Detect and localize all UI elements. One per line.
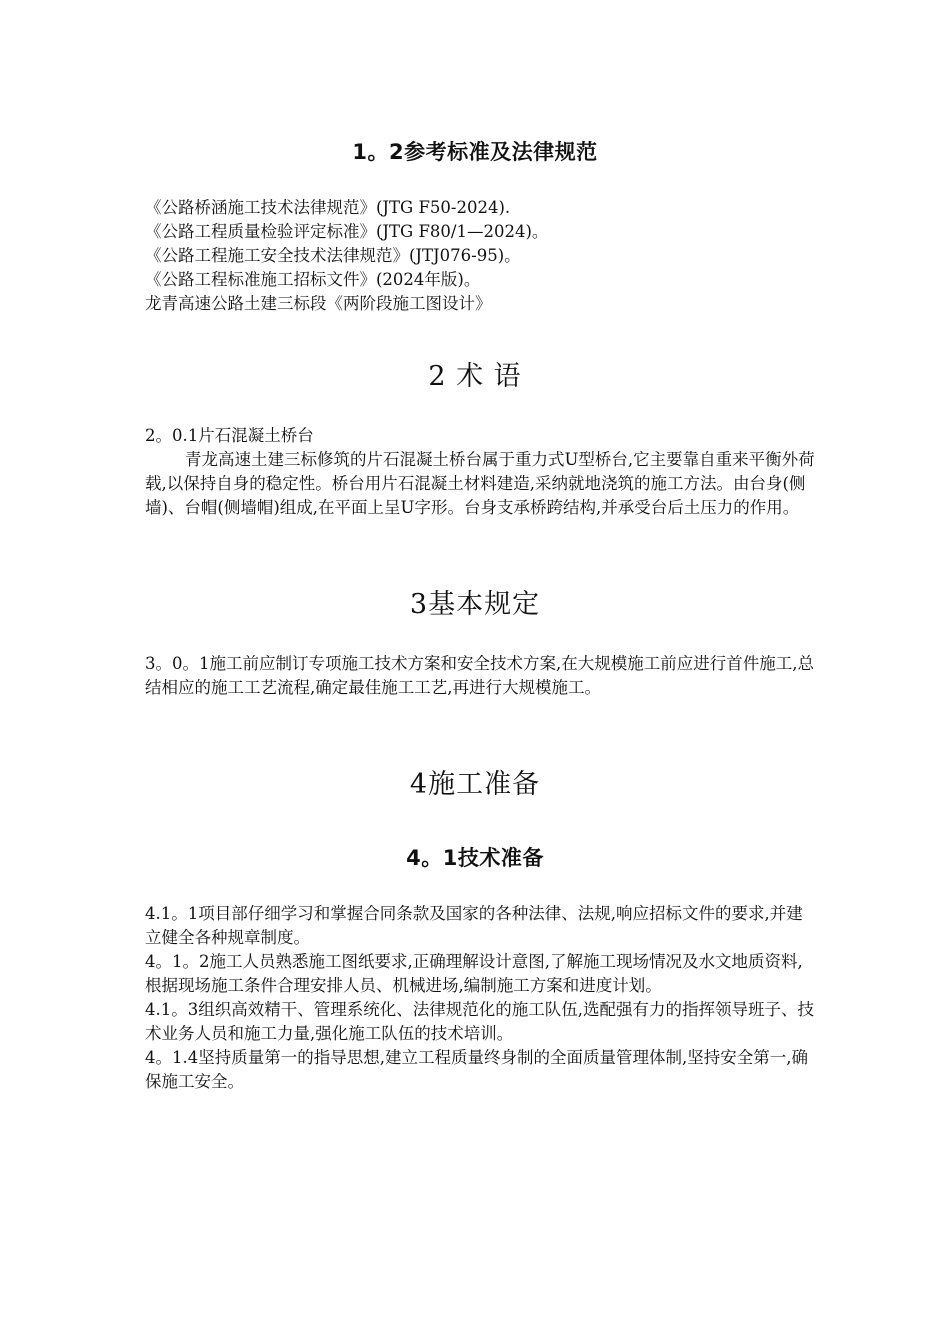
preparation-item: 4.1。3组织高效精干、管理系统化、法律规范化的施工队伍,选配强有力的指挥领导班子、技术业务人员和施工力量,强化施工队伍的技术培训。: [145, 1000, 814, 1043]
section-4-1-body: [145, 902, 815, 1094]
preparation-item: 4.1。1项目部仔细学习和掌握合同条款及国家的各种法律、法规,响应招标文件的要求,并建立健全各种规章制度。: [145, 904, 803, 947]
reference-item: 《公路工程质量检验评定标准》(JTG F80/1—2024)。: [145, 222, 549, 241]
term-title: 2。0.1片石混凝土桥台: [145, 426, 314, 445]
section-2-body: [145, 424, 815, 520]
reference-item: 《公路工程施工安全技术法律规范》(JTJ076-95)。: [145, 246, 521, 265]
term-description: 青龙高速土建三标修筑的片石混凝土桥台属于重力式U型桥台,它主要靠自重来平衡外荷载,以保持自身的稳定性。桥台用片石混凝土材料建造,采纳就地浇筑的施工方法。由台身(侧墙)、台帽(侧墙帽)组成,在平面上呈U字形。台身支承桥跨结构,并承受台后土压力的作用。: [145, 450, 815, 517]
section-4-title: 4施工准备: [409, 769, 541, 800]
reference-item: 《公路桥涵施工技术法律规范》(JTG F50-2024).: [145, 198, 511, 217]
preparation-item: 4。1。2施工人员熟悉施工图纸要求,正确理解设计意图,了解施工现场情况及水文地质资料,根据现场施工条件合理安排人员、机械进场,编制施工方案和进度计划。: [145, 952, 803, 995]
provision-paragraph: 3。0。1施工前应制订专项施工技术方案和安全技术方案,在大规模施工前应进行首件施工,总结相应的施工工艺流程,确定最佳施工工艺,再进行大规模施工。: [145, 654, 814, 697]
reference-item: 《公路工程标准施工招标文件》(2024年版)。: [145, 270, 481, 289]
section-3-body: [145, 652, 815, 700]
section-4-1-title: 4。1技术准备: [406, 846, 544, 870]
reference-item: 龙青高速公路土建三标段《两阶段施工图设计》: [145, 294, 492, 313]
section-1-2-title: 1。2参考标准及法律规范: [352, 140, 598, 164]
section-3-title: 3基本规定: [409, 589, 541, 620]
section-2-title: 2 术 语: [428, 361, 522, 392]
preparation-item: 4。1.4坚持质量第一的指导思想,建立工程质量终身制的全面质量管理体制,坚持安全第一,确保施工安全。: [145, 1048, 808, 1091]
reference-list: [145, 196, 815, 316]
